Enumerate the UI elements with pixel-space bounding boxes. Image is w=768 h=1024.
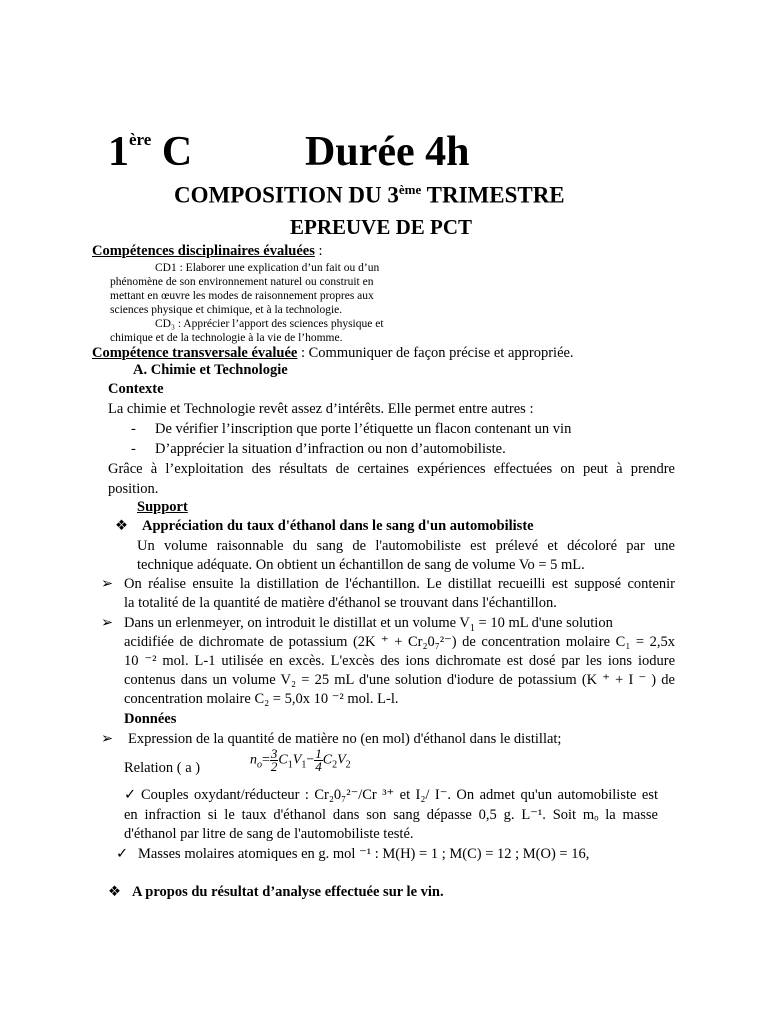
appreciation-heading: Appréciation du taux d'éthanol dans le sang d'un automobiliste xyxy=(142,518,534,534)
erlen-line: 10 ⁻² mol. L-1 utilisée en excès. L'excès des ions dichromate est dosé par les ions iodure xyxy=(124,653,675,669)
competences-heading: Compétences disciplinaires évaluées : xyxy=(92,243,323,259)
dash-bullet: - xyxy=(131,441,136,457)
diamond-icon: ❖ xyxy=(108,884,121,900)
diamond-icon: ❖ xyxy=(115,518,128,534)
cd1-line: phénomène de son environnement naturel ou construit en xyxy=(110,276,374,288)
relation-formula: $n_o=$ $\frac{3}{2}$ $C_1V_1-$ $\frac{1}{4}$ $C_2V_2$ xyxy=(250,746,351,774)
arrow-icon: ➢ xyxy=(101,576,114,592)
appreciation-line: Un volume raisonnable du sang de l'automobiliste est prélevé et décoloré par une xyxy=(137,538,675,554)
masses-line: Masses molaires atomiques en g. mol ⁻¹ : M(H) = 1 ; M(C) = 12 ; M(O) = 16, xyxy=(138,846,590,862)
appreciation-line: technique adéquate. On obtient un échantillon de sang de volume Vo = 5 mL. xyxy=(137,557,585,573)
erlen-line: acidifiée de dichromate de potassium (2K ⁺ + Cr₂0₇²⁻) de concentration molaire C₁ = 2,5x xyxy=(124,634,675,650)
section-a-title: A. Chimie et Technologie xyxy=(133,362,288,378)
expression-line: Expression de la quantité de matière no (en mol) d'éthanol dans le distillat; xyxy=(128,731,562,747)
level-title: 1ère C xyxy=(108,129,193,175)
epreuve-title: EPREUVE DE PCT xyxy=(290,215,473,239)
grace-line: position. xyxy=(108,481,159,497)
erlen-line: contenus dans un volume V₂ = 25 mL d'une solution d'iodure de potassium (K ⁺ + I ⁻ ) de xyxy=(124,672,675,688)
distillation-line: On réalise ensuite la distillation de l'échantillon. Le distillat recueilli est supposé contenir xyxy=(124,576,675,592)
check-icon: ✓ xyxy=(124,787,137,803)
check-icon: ✓ xyxy=(116,846,129,862)
couples-line: en infraction si le taux d'éthanol dans son sang dépasse 0,5 g. L⁻¹. Soit mₒ la masse xyxy=(124,807,658,823)
contexte-item: D’apprécier la situation d’infraction ou non d’automobiliste. xyxy=(155,441,506,457)
composition-title: COMPOSITION DU 3ème TRIMESTRE xyxy=(174,182,565,208)
transversale-line: Compétence transversale évaluée : Communiquer de façon précise et appropriée. xyxy=(92,345,574,361)
cd1-line: sciences physique et chimique, et à la technologie. xyxy=(110,304,343,316)
erlen-line: Dans un erlenmeyer, on introduit le distillat et un volume $V_1 = 10$ mL d'une solution xyxy=(124,615,613,634)
cd1-line: mettant en œuvre les modes de raisonnement propres aux xyxy=(110,290,374,302)
arrow-icon: ➢ xyxy=(101,615,114,631)
contexte-heading: Contexte xyxy=(108,381,164,397)
support-heading: Support xyxy=(137,499,188,515)
contexte-intro: La chimie et Technologie revêt assez d’intérêts. Elle permet entre autres : xyxy=(108,401,534,417)
couples-line: Couples oxydant/réducteur : Cr₂0₇²⁻/Cr ³⁺ et I₂/ I⁻. On admet qu'un automobiliste est xyxy=(141,787,658,803)
cd3-line: CD₃ : Apprécier l’apport des sciences physique et xyxy=(155,318,384,330)
contexte-item: De vérifier l’inscription que porte l’étiquette un flacon contenant un vin xyxy=(155,421,572,437)
duration-title: Durée 4h xyxy=(305,129,470,175)
couples-line: d'éthanol par litre de sang de l'automobiliste testé. xyxy=(124,826,414,842)
donnees-heading: Données xyxy=(124,711,177,727)
grace-line: Grâce à l’exploitation des résultats de certaines expériences effectuées on peut à prendre xyxy=(108,461,675,477)
cd3-line: chimique et de la technologie à la vie de l’homme. xyxy=(110,332,343,344)
erlen-line: concentration molaire C₂ = 5,0x 10 ⁻² mol. L-l. xyxy=(124,691,399,707)
distillation-line: la totalité de la quantité de matière d'éthanol se trouvant dans l'échantillon. xyxy=(124,595,557,611)
arrow-icon: ➢ xyxy=(101,731,114,747)
vin-heading: A propos du résultat d’analyse effectuée sur le vin. xyxy=(132,884,444,900)
cd1-line: CD1 : Elaborer une explication d’un fait ou d’un xyxy=(155,262,380,274)
dash-bullet: - xyxy=(131,421,136,437)
relation-label: Relation ( a ) xyxy=(124,760,201,776)
